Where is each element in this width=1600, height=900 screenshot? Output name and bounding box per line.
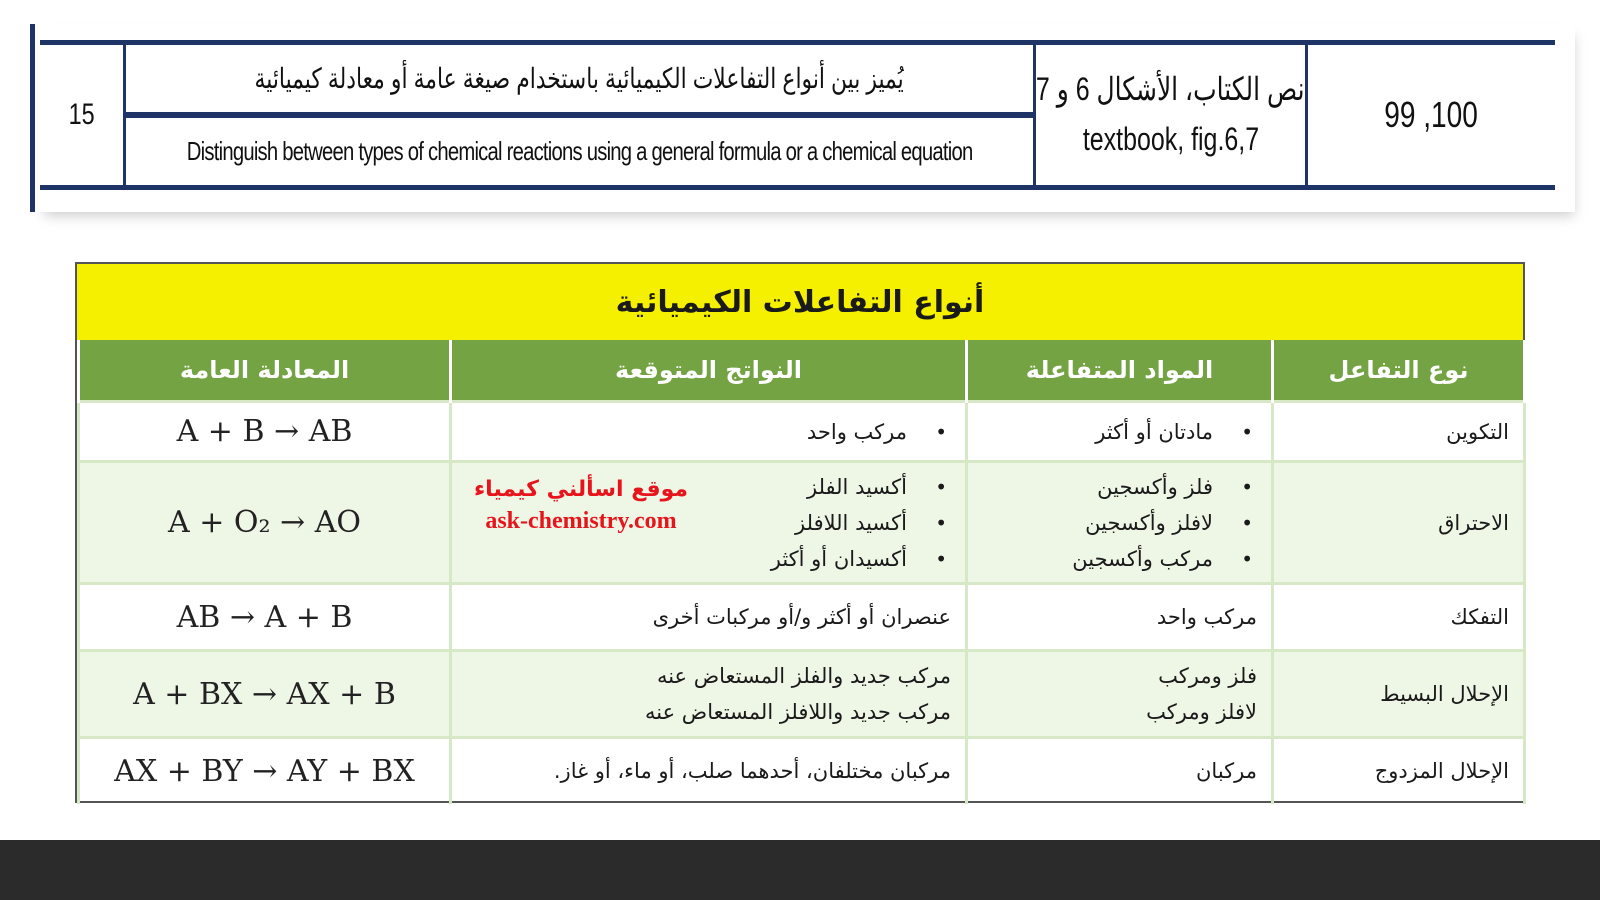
- table-row: [79, 402, 1525, 462]
- list-item: مركبان مختلفان، أحدهما صلب، أو ماء، أو غاز.: [553, 759, 951, 784]
- reactions-grid: [77, 340, 1526, 804]
- list-item: • أكسيد الفلز: [466, 469, 951, 505]
- reaction-type: الإحلال البسيط: [1273, 651, 1525, 738]
- reaction-type: التفكك: [1273, 584, 1525, 651]
- header-type: نوع التفاعل: [1273, 340, 1525, 402]
- list-item: مركب واحد: [1156, 605, 1257, 629]
- header-products: النواتج المتوقعة: [451, 340, 967, 402]
- products-cell: [451, 651, 967, 738]
- reactants-cell: [967, 402, 1273, 462]
- reactions-table: [75, 262, 1525, 803]
- objective-text-cell: [126, 45, 1036, 185]
- reference-cell: [1036, 45, 1308, 185]
- products-cell: [451, 584, 967, 651]
- list-item: • لافلز وأكسجين: [982, 505, 1257, 541]
- page-numbers: 99 ,100: [1384, 94, 1479, 135]
- products-cell: [451, 738, 967, 804]
- reference-arabic: نص الكتاب، الأشكال 6 و 7: [1036, 71, 1305, 108]
- list-item: • مركب واحد: [466, 414, 951, 450]
- table-row: [79, 651, 1525, 738]
- list-item: لافلز ومركب: [1146, 700, 1257, 724]
- reaction-type: الاحتراق: [1273, 462, 1525, 584]
- list-item: مركب جديد واللافلز المستعاض عنه: [645, 700, 951, 724]
- general-equation: A + BX → AX + B: [79, 651, 451, 738]
- list-item: • أكسيدان أو أكثر: [466, 541, 951, 577]
- objective-row: [40, 40, 1555, 190]
- list-item: • مركب وأكسجين: [982, 541, 1257, 577]
- reactants-cell: [967, 584, 1273, 651]
- table-row: [79, 738, 1525, 804]
- reaction-type: التكوين: [1273, 402, 1525, 462]
- reference-english: textbook, fig.6,7: [1082, 121, 1259, 157]
- site-watermark: [456, 475, 706, 537]
- objective-english: Distinguish between types of chemical reactions using a general formula or a chemical equation: [186, 136, 973, 166]
- list-item: • أكسيد اللافلز: [466, 505, 951, 541]
- list-item: مركبان: [1196, 759, 1257, 784]
- watermark-url: ask-chemistry.com: [485, 508, 677, 534]
- reactants-cell: [967, 738, 1273, 804]
- list-item: عنصران أو أكثر و/أو مركبات أخرى: [652, 605, 951, 629]
- header-reactants: المواد المتفاعلة: [967, 340, 1273, 402]
- objective-number: 15: [40, 45, 126, 185]
- general-equation: AB → A + B: [79, 584, 451, 651]
- reactants-cell: [967, 651, 1273, 738]
- general-equation: AX + BY → AY + BX: [79, 738, 451, 804]
- reaction-type: الإحلال المزدوج: [1273, 738, 1525, 804]
- header-equation: المعادلة العامة: [79, 340, 451, 402]
- list-item: • فلز وأكسجين: [982, 469, 1257, 505]
- general-equation: A + B → AB: [79, 402, 451, 462]
- reactants-cell: [967, 462, 1273, 584]
- products-cell: [451, 402, 967, 462]
- list-item: فلز ومركب: [1158, 664, 1257, 688]
- products-cell: [451, 462, 967, 584]
- table-row: [79, 584, 1525, 651]
- table-row: [79, 462, 1525, 584]
- objective-strip: [30, 24, 1575, 212]
- objective-arabic: يُميز بين أنواع التفاعلات الكيميائية باستخدام صيغة عامة أو معادلة كيميائية: [126, 45, 1033, 118]
- table-title: أنواع التفاعلات الكيميائية: [77, 264, 1523, 340]
- list-item: مركب جديد والفلز المستعاض عنه: [656, 664, 951, 688]
- general-equation: A + O₂ → AO: [79, 462, 451, 584]
- list-item: • مادتان أو أكثر: [982, 414, 1257, 450]
- watermark-arabic: موقع اسألني كيمياء: [473, 477, 689, 502]
- header-row: [79, 340, 1525, 402]
- bottom-bar: [0, 840, 1600, 900]
